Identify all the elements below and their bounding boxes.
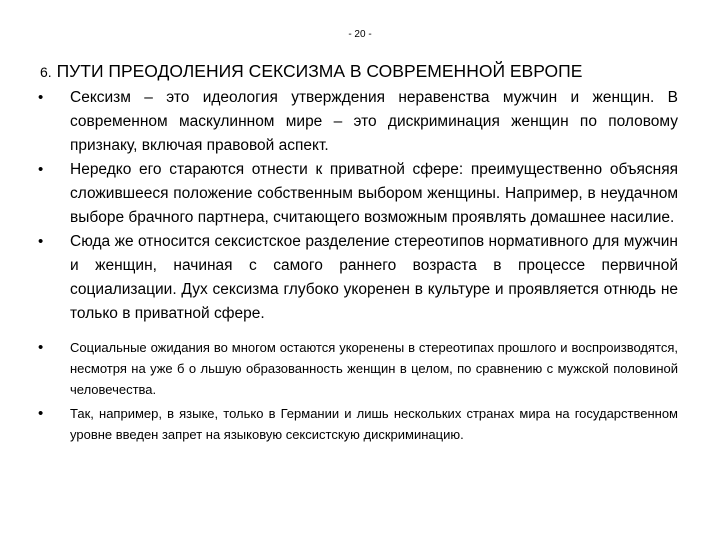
bullet-item (38, 230, 678, 326)
bullet-text: Так, например, в языке, только в Германии и лишь нескольких странах мира на государственном уровне введен запрет на языковую сексистскую дискриминацию. (70, 406, 678, 442)
bullet-text: Нередко его стараются отнести к приватной сфере: преимущественно объясняя сложившееся положение собственным выбором женщины. Например, в неудачном выборе брачного партнера, считающего возможным проявлять домашнее насилие. (70, 161, 678, 226)
bullet-item (38, 403, 678, 445)
bullet-text: Социальные ожидания во многом остаются укоренены в стереотипах прошлого и воспроизводятся, несмотря на уже б о льшую образованность женщин в целом, по сравнению с мужской половиной человечества. (70, 340, 678, 397)
bullet-item (38, 337, 678, 400)
bullet-item (38, 86, 678, 158)
bullet-marker: • (38, 161, 44, 178)
bullet-marker: • (38, 339, 44, 356)
bullet-text: Сексизм – это идеология утверждения неравенства мужчин и женщин. В современном маскулинном мире – это дискриминация женщин по половому признаку, включая правовой аспект. (70, 89, 678, 154)
bullet-list (38, 86, 678, 445)
bullet-marker: • (38, 405, 44, 422)
page-number: - 20 - (348, 29, 372, 40)
section-number: 6. (40, 64, 52, 80)
bullet-marker: • (38, 89, 44, 106)
section-heading (40, 60, 700, 83)
bullet-marker: • (38, 233, 44, 250)
bullet-item (38, 158, 678, 230)
bullet-text: Сюда же относится сексистское разделение стереотипов нормативного для мужчин и женщин, начиная с самого раннего возраста в процессе первичной социализации. Дух сексизма глубоко укоренен в культуре и проявляется отнюдь не только в приватной сфере. (70, 233, 678, 322)
section-title: ПУТИ ПРЕОДОЛЕНИЯ СЕКСИЗМА В СОВРЕМЕННОЙ ЕВРОПЕ (56, 61, 583, 81)
